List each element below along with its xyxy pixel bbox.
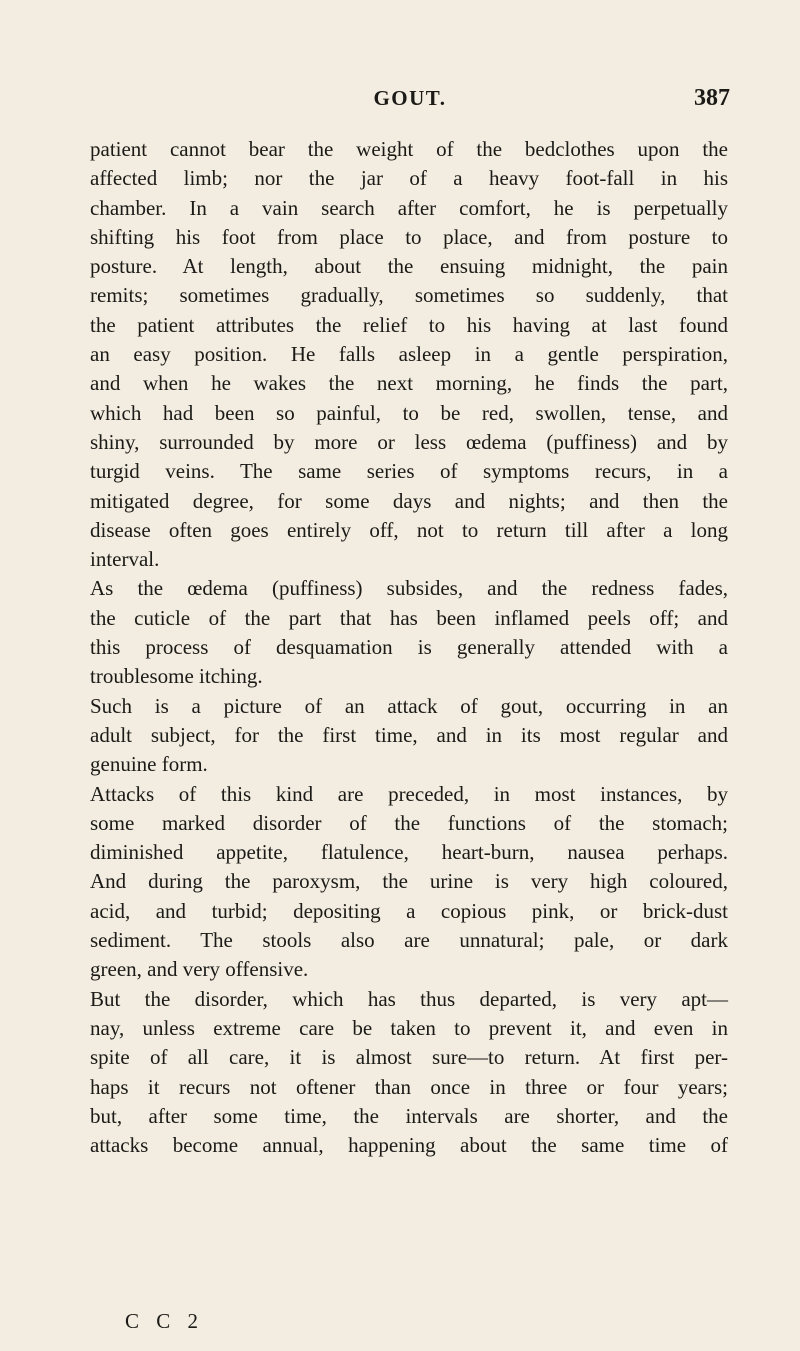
- body-text: [90, 135, 728, 1160]
- text-line: As the œdema (puffiness) subsides, and the redness fades,: [90, 576, 728, 601]
- text-line: shiny, surrounded by more or less œdema (puffiness) and by: [90, 429, 728, 454]
- text-line: green, and very offensive.: [90, 957, 309, 982]
- text-line: nay, unless extreme care be taken to prevent it, and even in: [90, 1015, 728, 1040]
- text-line: an easy position. He falls asleep in a gentle perspiration,: [90, 342, 728, 367]
- text-line: this process of desquamation is generally attended with a: [90, 635, 728, 660]
- text-line: haps it recurs not oftener than once in three or four years;: [90, 1074, 728, 1099]
- text-line: the cuticle of the part that has been inflamed peels off; and: [90, 605, 728, 630]
- text-line: the patient attributes the relief to his having at last found: [90, 312, 728, 337]
- text-line: Attacks of this kind are preceded, in most instances, by: [90, 781, 728, 806]
- text-line: Such is a picture of an attack of gout, occurring in an: [90, 693, 728, 718]
- text-line: interval.: [90, 547, 160, 572]
- text-line: which had been so painful, to be red, swollen, tense, and: [90, 400, 728, 425]
- text-line: remits; sometimes gradually, sometimes so suddenly, that: [90, 283, 728, 308]
- signature-mark: C C 2: [125, 1309, 205, 1333]
- page-number: 387: [694, 85, 730, 111]
- text-line: troublesome itching.: [90, 664, 263, 689]
- text-line: spite of all care, it is almost sure—to return. At first per-: [90, 1045, 728, 1070]
- text-line: some marked disorder of the functions of the stomach;: [90, 810, 728, 835]
- text-line: disease often goes entirely off, not to return till after a long: [90, 517, 728, 542]
- text-line: turgid veins. The same series of symptoms recurs, in a: [90, 459, 728, 484]
- text-line: diminished appetite, flatulence, heart-burn, nausea perhaps.: [90, 840, 728, 865]
- running-head: [90, 86, 730, 116]
- text-line: And during the paroxysm, the urine is very high coloured,: [90, 869, 728, 894]
- text-line: posture. At length, about the ensuing midnight, the pain: [90, 254, 728, 279]
- text-line: but, after some time, the intervals are shorter, and the: [90, 1103, 728, 1128]
- text-line: and when he wakes the next morning, he finds the part,: [90, 371, 728, 396]
- text-line: mitigated degree, for some days and nights; and then the: [90, 488, 728, 513]
- text-line: patient cannot bear the weight of the bedclothes upon the: [90, 137, 728, 161]
- text-line: affected limb; nor the jar of a heavy foot-fall in his: [90, 166, 728, 191]
- text-line: chamber. In a vain search after comfort, he is perpetually: [90, 195, 728, 220]
- text-line: sediment. The stools also are unnatural; pale, or dark: [90, 928, 728, 953]
- text-line: acid, and turbid; depositing a copious pink, or brick-dust: [90, 898, 728, 923]
- text-line: adult subject, for the first time, and in its most regular and: [90, 722, 728, 747]
- text-line: attacks become annual, happening about the same time of: [90, 1133, 728, 1158]
- text-line: shifting his foot from place to place, and from posture to: [90, 224, 728, 249]
- text-line: But the disorder, which has thus departed, is very apt—: [90, 986, 728, 1011]
- running-head-title: GOUT.: [373, 86, 447, 110]
- text-line: genuine form.: [90, 752, 208, 777]
